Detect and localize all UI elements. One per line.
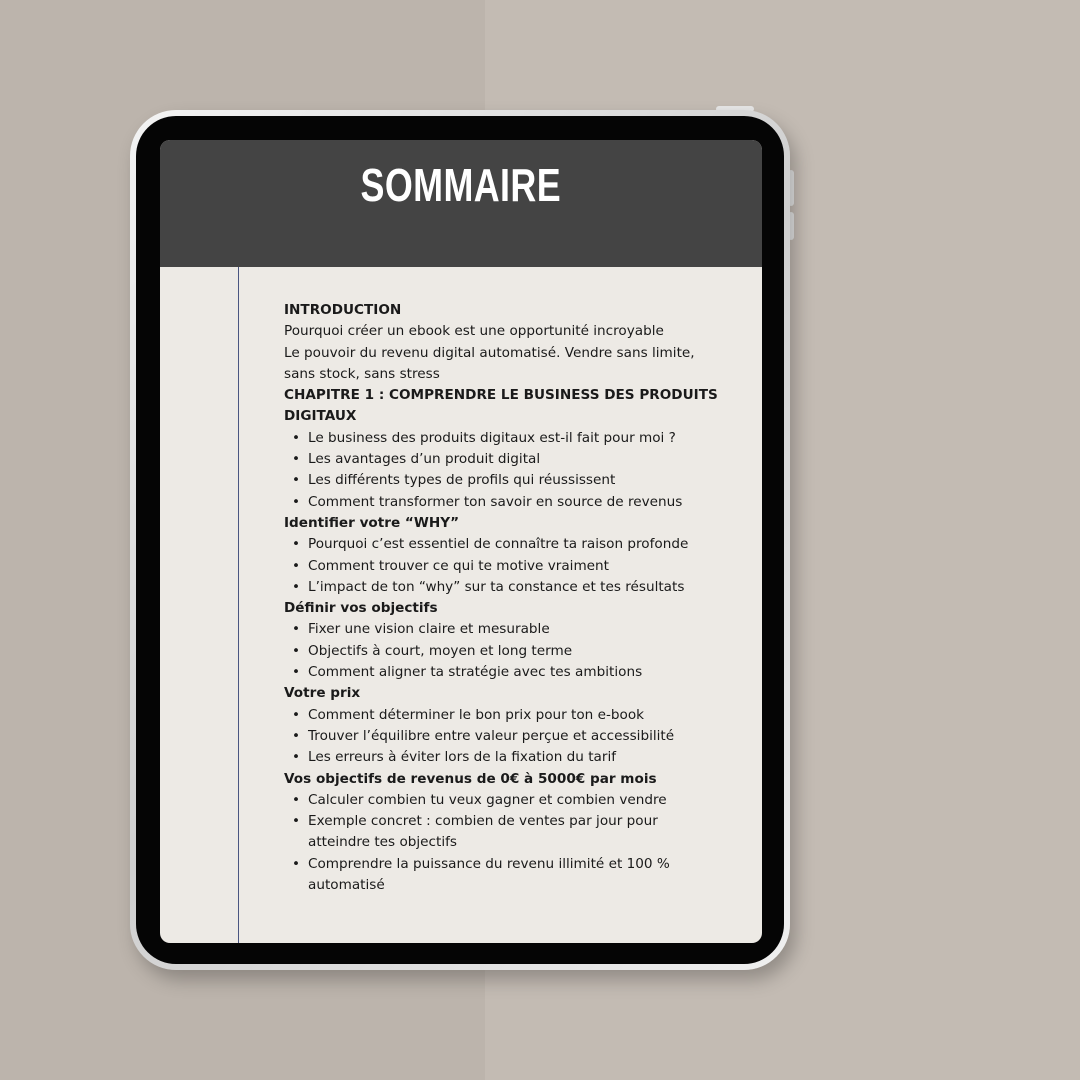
section-heading: Identifier votre “WHY” — [284, 514, 460, 531]
margin-line — [238, 267, 239, 943]
list-item: • Objectifs à court, moyen et long terme — [308, 641, 724, 662]
list-item: • Les erreurs à éviter lors de la fixation du tarif — [308, 747, 724, 768]
list-item: • Les différents types de profils qui réussissent — [308, 470, 724, 491]
toc-list — [284, 534, 724, 598]
list-item: • Exemple concret : combien de ventes par jour pour atteindre tes objectifs — [308, 811, 724, 854]
list-item: • Pourquoi c’est essentiel de connaître ta raison profonde — [308, 534, 724, 555]
list-item: • L’impact de ton “why” sur ta constance et tes résultats — [308, 577, 724, 598]
list-item: • Les avantages d’un produit digital — [308, 449, 724, 470]
list-item: • Le business des produits digitaux est-il fait pour moi ? — [308, 428, 724, 449]
list-item: • Comment aligner ta stratégie avec tes ambitions — [308, 662, 724, 683]
toc-list — [284, 619, 724, 683]
list-item: • Calculer combien tu veux gagner et combien vendre — [308, 790, 724, 811]
table-of-contents — [284, 300, 724, 896]
section-heading: Définir vos objectifs — [284, 600, 438, 617]
list-item: • Fixer une vision claire et mesurable — [308, 619, 724, 640]
page-header — [160, 140, 762, 267]
section-heading: Votre prix — [284, 685, 361, 702]
list-item: • Comprendre la puissance du revenu illimité et 100 % automatisé — [308, 854, 724, 897]
toc-line: Pourquoi créer un ebook est une opportunité incroyable — [284, 323, 664, 340]
section-heading: Vos objectifs de revenus de 0€ à 5000€ par mois — [284, 770, 657, 787]
list-item: • Comment déterminer le bon prix pour ton e-book — [308, 705, 724, 726]
toc-list — [284, 790, 724, 896]
toc-list — [284, 428, 724, 513]
section-heading: CHAPITRE 1 : COMPRENDRE LE BUSINESS DES PRODUITS DIGITAUX — [284, 387, 718, 425]
list-item: • Trouver l’équilibre entre valeur perçue et accessibilité — [308, 726, 724, 747]
section-heading: INTRODUCTION — [284, 302, 402, 318]
list-item: • Comment transformer ton savoir en source de revenus — [308, 492, 724, 513]
page-title: SOMMAIRE — [360, 159, 562, 211]
ebook-page — [160, 140, 762, 943]
toc-line: Le pouvoir du revenu digital automatisé. Vendre sans limite, sans stock, sans stress — [284, 344, 695, 382]
toc-list — [284, 705, 724, 769]
list-item: • Comment trouver ce qui te motive vraiment — [308, 556, 724, 577]
